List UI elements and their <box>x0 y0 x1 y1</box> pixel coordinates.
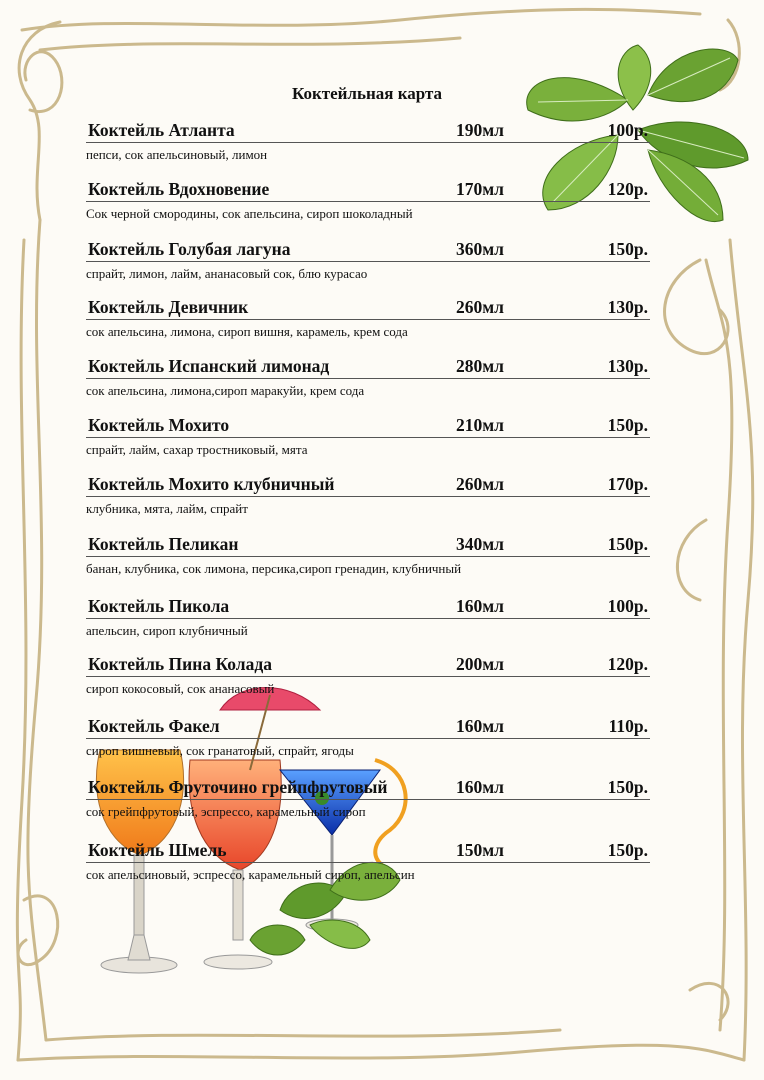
item-description: сок апельсиновый, эспрессо, карамельный сироп, апельсин <box>86 867 415 882</box>
item-name: Коктейль Пеликан <box>88 534 239 554</box>
item-price: 150р. <box>607 777 648 797</box>
item-description: Сок черной смородины, сок апельсина, сироп шоколадный <box>86 206 413 221</box>
item-price: 150р. <box>607 840 648 860</box>
item-volume: 200мл <box>456 654 504 674</box>
menu-item <box>86 596 650 648</box>
item-volume: 260мл <box>456 297 504 317</box>
item-divider <box>86 556 650 557</box>
item-volume: 160мл <box>456 596 504 616</box>
menu-title: Коктейльная карта <box>291 84 443 103</box>
item-description: банан, клубника, сок лимона, персика,сироп гренадин, клубничный <box>86 561 462 576</box>
item-description: клубника, мята, лайм, спрайт <box>86 501 248 516</box>
item-volume: 280мл <box>456 356 504 376</box>
item-price: 100р. <box>607 596 648 616</box>
item-divider <box>86 378 650 379</box>
item-volume: 340мл <box>456 534 504 554</box>
item-volume: 190мл <box>456 120 504 140</box>
menu-item <box>86 179 650 231</box>
menu-item <box>86 840 650 892</box>
item-price: 150р. <box>607 239 648 259</box>
menu-item <box>86 120 650 172</box>
item-price: 110р. <box>608 716 648 736</box>
menu-item <box>86 777 650 829</box>
item-divider <box>86 496 650 497</box>
item-description: сок апельсина, лимона, сироп вишня, карамель, крем сода <box>86 324 408 339</box>
item-divider <box>86 862 650 863</box>
item-volume: 210мл <box>456 415 504 435</box>
item-description: пепси, сок апельсиновый, лимон <box>86 147 268 162</box>
item-name: Коктейль Шмель <box>88 840 227 860</box>
item-name: Коктейль Пина Колада <box>88 654 272 674</box>
item-description: спрайт, лайм, сахар тростниковый, мята <box>86 442 308 457</box>
item-volume: 150мл <box>456 840 504 860</box>
item-price: 100р. <box>607 120 648 140</box>
item-description: сок грейпфрутовый, эспрессо, карамельный сироп <box>86 804 366 819</box>
item-name: Коктейль Мохито клубничный <box>88 474 335 494</box>
menu-item <box>86 356 650 408</box>
item-divider <box>86 738 650 739</box>
menu-item <box>86 239 650 291</box>
item-name: Коктейль Вдохновение <box>88 179 270 199</box>
item-volume: 260мл <box>456 474 504 494</box>
item-description: сироп вишневый, сок гранатовый, спрайт, ягоды <box>86 743 354 758</box>
item-name: Коктейль Пикола <box>88 596 230 616</box>
menu-item <box>86 716 650 768</box>
item-divider <box>86 319 650 320</box>
item-description: спрайт, лимон, лайм, ананасовый сок, блю курасао <box>86 266 368 281</box>
item-name: Коктейль Мохито <box>88 415 230 435</box>
item-name: Коктейль Испанский лимонад <box>88 356 330 376</box>
menu-item <box>86 654 650 706</box>
item-divider <box>86 799 650 800</box>
item-price: 170р. <box>607 474 648 494</box>
item-divider <box>86 142 650 143</box>
item-name: Коктейль Фруточино грейпфрутовый <box>88 777 388 797</box>
menu-item <box>86 534 650 586</box>
item-volume: 360мл <box>456 239 504 259</box>
item-volume: 160мл <box>456 716 504 736</box>
item-name: Коктейль Факел <box>88 716 220 736</box>
item-divider <box>86 261 650 262</box>
item-price: 150р. <box>607 415 648 435</box>
menu-item <box>86 474 650 526</box>
item-name: Коктейль Девичник <box>88 297 249 317</box>
item-price: 130р. <box>607 356 648 376</box>
item-divider <box>86 676 650 677</box>
item-divider <box>86 201 650 202</box>
item-divider <box>86 618 650 619</box>
item-price: 120р. <box>607 654 648 674</box>
item-price: 130р. <box>607 297 648 317</box>
item-name: Коктейль Голубая лагуна <box>88 239 291 259</box>
item-divider <box>86 437 650 438</box>
menu-item <box>86 415 650 467</box>
item-description: сок апельсина, лимона,сироп маракуйи, крем сода <box>86 383 365 398</box>
item-name: Коктейль Атланта <box>88 120 235 140</box>
item-description: сироп кокосовый, сок ананасовый <box>86 681 275 696</box>
item-description: апельсин, сироп клубничный <box>86 623 248 638</box>
item-price: 150р. <box>607 534 648 554</box>
item-volume: 160мл <box>456 777 504 797</box>
item-volume: 170мл <box>456 179 504 199</box>
item-price: 120р. <box>607 179 648 199</box>
menu-item <box>86 297 650 349</box>
